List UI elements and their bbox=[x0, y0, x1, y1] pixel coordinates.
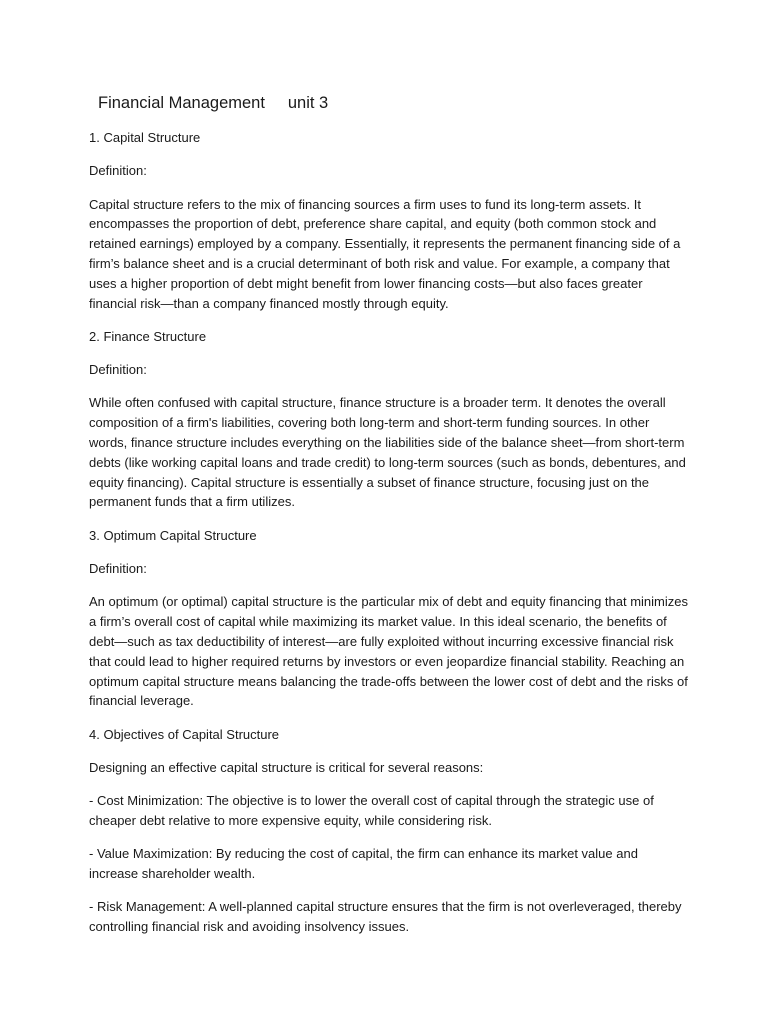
list-item-cost-minimization: - Cost Minimization: The objective is to lower the overall cost of capital through the strategic use of cheaper debt relative to more expensive equity, while considering risk. bbox=[89, 793, 654, 829]
document-title: Financial Management unit 3 bbox=[98, 94, 329, 112]
section-heading-finance-structure: 2. Finance Structure bbox=[89, 328, 207, 344]
list-item-value-maximization: - Value Maximization: By reducing the cost of capital, the firm can enhance its market value and increase shareholder wealth. bbox=[89, 846, 638, 882]
definition-label: Definition: bbox=[89, 163, 147, 179]
paragraph-capital-structure: Capital structure refers to the mix of financing sources a firm uses to fund its long-term assets. It encompasses the proportion of debt, preference share capital, and equity (both common stock and retained earnings) employed by a company. Essentially, it represents the permanent financing side of a firm’s balance sheet and is a crucial determinant of both risk and value. For example, a company that uses a higher proportion of debt might benefit from lower financing costs—but also faces greater financial risk—than a company financed mostly through equity. bbox=[89, 196, 681, 311]
section-heading-optimum-capital-structure: 3. Optimum Capital Structure bbox=[89, 527, 257, 543]
definition-label: Definition: bbox=[89, 561, 147, 577]
list-item-risk-management: - Risk Management: A well-planned capital structure ensures that the firm is not overleveraged, thereby controlling financial risk and avoiding insolvency issues. bbox=[89, 899, 682, 935]
document-body bbox=[89, 128, 689, 951]
definition-label: Definition: bbox=[89, 362, 147, 378]
paragraph-finance-structure: While often confused with capital structure, finance structure is a broader term. It denotes the overall composition of a firm's liabilities, covering both long-term and short-term funding sources. In other words, finance structure includes everything on the liabilities side of the balance sheet—from short-term debts (like working capital loans and trade credit) to long-term sources (such as bonds, debentures, and equity financing). Capital structure is essentially a subset of finance structure, focusing just on the permanent funds that a firm utilizes. bbox=[89, 395, 686, 510]
paragraph-optimum-capital-structure: An optimum (or optimal) capital structure is the particular mix of debt and equity financing that minimizes a firm’s overall cost of capital while maximizing its market value. In this ideal scenario, the benefits of debt—such as tax deductibility of interest—are fully exploited without incurring excessive financial risk that could lead to higher required returns by investors or even jeopardize financial stability. Reaching an optimum capital structure means balancing the trade-offs between the lower cost of debt and the risks of financial leverage. bbox=[89, 594, 688, 709]
section-heading-capital-structure: 1. Capital Structure bbox=[89, 130, 201, 145]
section-heading-objectives: 4. Objectives of Capital Structure bbox=[89, 726, 280, 742]
paragraph-objectives-intro: Designing an effective capital structure is critical for several reasons: bbox=[89, 759, 484, 775]
